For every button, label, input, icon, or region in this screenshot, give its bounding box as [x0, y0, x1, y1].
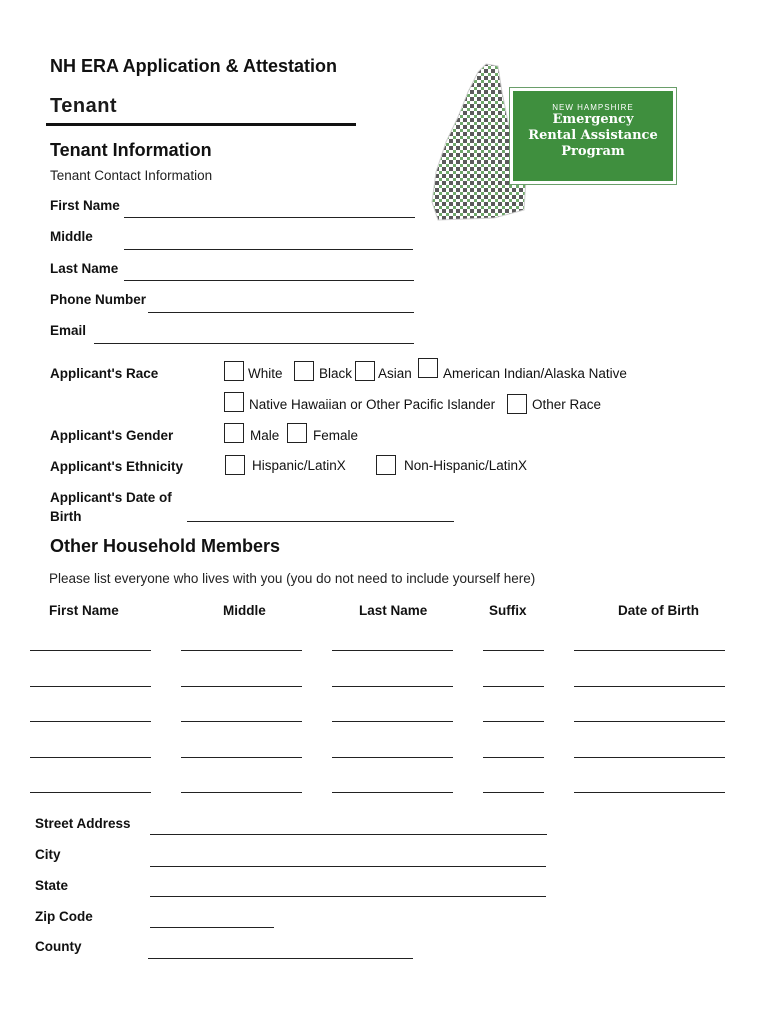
county-field[interactable] [148, 958, 413, 959]
household-instructions: Please list everyone who lives with you (you do not need to include yourself here) [49, 571, 536, 586]
program-logo [428, 62, 680, 222]
phone-label: Phone Number [50, 292, 147, 307]
first-name-label: First Name [50, 198, 120, 213]
household-row-4-suffix-field[interactable] [483, 757, 544, 758]
household-row-1-middle-field[interactable] [181, 650, 302, 651]
street-address-label: Street Address [35, 816, 131, 831]
col-header-middle: Middle [223, 603, 266, 618]
gender-label: Applicant's Gender [50, 428, 174, 443]
gender-female-checkbox[interactable] [287, 423, 307, 443]
household-row-1-last-name-field[interactable] [332, 650, 453, 651]
household-row-2-middle-field[interactable] [181, 686, 302, 687]
household-row-5-last-name-field[interactable] [332, 792, 453, 793]
household-row-1-dob-field[interactable] [574, 650, 725, 651]
household-row-1-suffix-field[interactable] [483, 650, 544, 651]
street-address-field[interactable] [150, 834, 547, 835]
gender-female-label: Female [313, 428, 359, 443]
race-other-label: Other Race [532, 397, 602, 412]
race-american-indian-label: American Indian/Alaska Native [443, 366, 627, 381]
state-label: State [35, 878, 69, 893]
dob-label-line2: Birth [50, 509, 82, 524]
household-row-5-suffix-field[interactable] [483, 792, 544, 793]
program-badge [510, 88, 676, 184]
race-pacific-islander-checkbox[interactable] [224, 392, 244, 412]
zip-code-field[interactable] [150, 927, 274, 928]
email-field[interactable] [94, 343, 414, 344]
household-row-3-dob-field[interactable] [574, 721, 725, 722]
household-row-2-dob-field[interactable] [574, 686, 725, 687]
logo-text-program: Program [561, 144, 625, 159]
logo-text-emergency: Emergency [552, 112, 634, 127]
last-name-field[interactable] [124, 280, 414, 281]
last-name-label: Last Name [50, 261, 119, 276]
race-label: Applicant's Race [50, 366, 159, 381]
first-name-field[interactable] [124, 217, 415, 218]
race-other-checkbox[interactable] [507, 394, 527, 414]
household-row-4-last-name-field[interactable] [332, 757, 453, 758]
ethnicity-label: Applicant's Ethnicity [50, 459, 183, 474]
household-row-3-first-name-field[interactable] [30, 721, 151, 722]
ethnicity-non-hispanic-label: Non-Hispanic/LatinX [404, 458, 528, 473]
race-white-checkbox[interactable] [224, 361, 244, 381]
gender-male-checkbox[interactable] [224, 423, 244, 443]
county-label: County [35, 939, 82, 954]
ethnicity-non-hispanic-checkbox[interactable] [376, 455, 396, 475]
state-field[interactable] [150, 896, 546, 897]
race-pacific-islander-label: Native Hawaiian or Other Pacific Islander [249, 397, 496, 412]
dob-field[interactable] [187, 521, 454, 522]
household-row-4-middle-field[interactable] [181, 757, 302, 758]
household-row-2-last-name-field[interactable] [332, 686, 453, 687]
form-title: NH ERA Application & Attestation [50, 56, 337, 76]
logo-text-rental: Rental Assistance [528, 128, 658, 143]
zip-code-label: Zip Code [35, 909, 93, 924]
email-label: Email [50, 323, 87, 338]
ethnicity-hispanic-label: Hispanic/LatinX [252, 458, 346, 473]
household-row-5-middle-field[interactable] [181, 792, 302, 793]
col-header-first-name: First Name [49, 603, 119, 618]
household-row-2-suffix-field[interactable] [483, 686, 544, 687]
household-row-3-suffix-field[interactable] [483, 721, 544, 722]
race-black-checkbox[interactable] [294, 361, 314, 381]
col-header-last-name: Last Name [359, 603, 428, 618]
col-header-suffix: Suffix [489, 603, 527, 618]
section-divider [46, 123, 356, 126]
race-asian-checkbox[interactable] [355, 361, 375, 381]
tenant-contact-subheading: Tenant Contact Information [50, 168, 213, 183]
household-row-3-middle-field[interactable] [181, 721, 302, 722]
household-row-5-dob-field[interactable] [574, 792, 725, 793]
middle-name-field[interactable] [124, 249, 413, 250]
col-header-dob: Date of Birth [618, 603, 699, 618]
race-asian-label: Asian [378, 366, 412, 381]
household-heading: Other Household Members [50, 536, 281, 556]
household-row-1-first-name-field[interactable] [30, 650, 151, 651]
household-row-2-first-name-field[interactable] [30, 686, 151, 687]
household-row-3-last-name-field[interactable] [332, 721, 453, 722]
gender-male-label: Male [250, 428, 280, 443]
middle-name-label: Middle [50, 229, 93, 244]
city-label: City [35, 847, 61, 862]
section-title-tenant: Tenant [50, 95, 118, 117]
household-row-4-first-name-field[interactable] [30, 757, 151, 758]
logo-text-state: NEW HAMPSHIRE [552, 103, 634, 112]
phone-field[interactable] [148, 312, 414, 313]
race-american-indian-checkbox[interactable] [418, 358, 438, 378]
city-field[interactable] [150, 866, 546, 867]
race-white-label: White [248, 366, 283, 381]
tenant-info-heading: Tenant Information [50, 140, 212, 160]
race-black-label: Black [319, 366, 353, 381]
household-row-5-first-name-field[interactable] [30, 792, 151, 793]
household-row-4-dob-field[interactable] [574, 757, 725, 758]
dob-label-line1: Applicant's Date of [50, 490, 172, 505]
ethnicity-hispanic-checkbox[interactable] [225, 455, 245, 475]
